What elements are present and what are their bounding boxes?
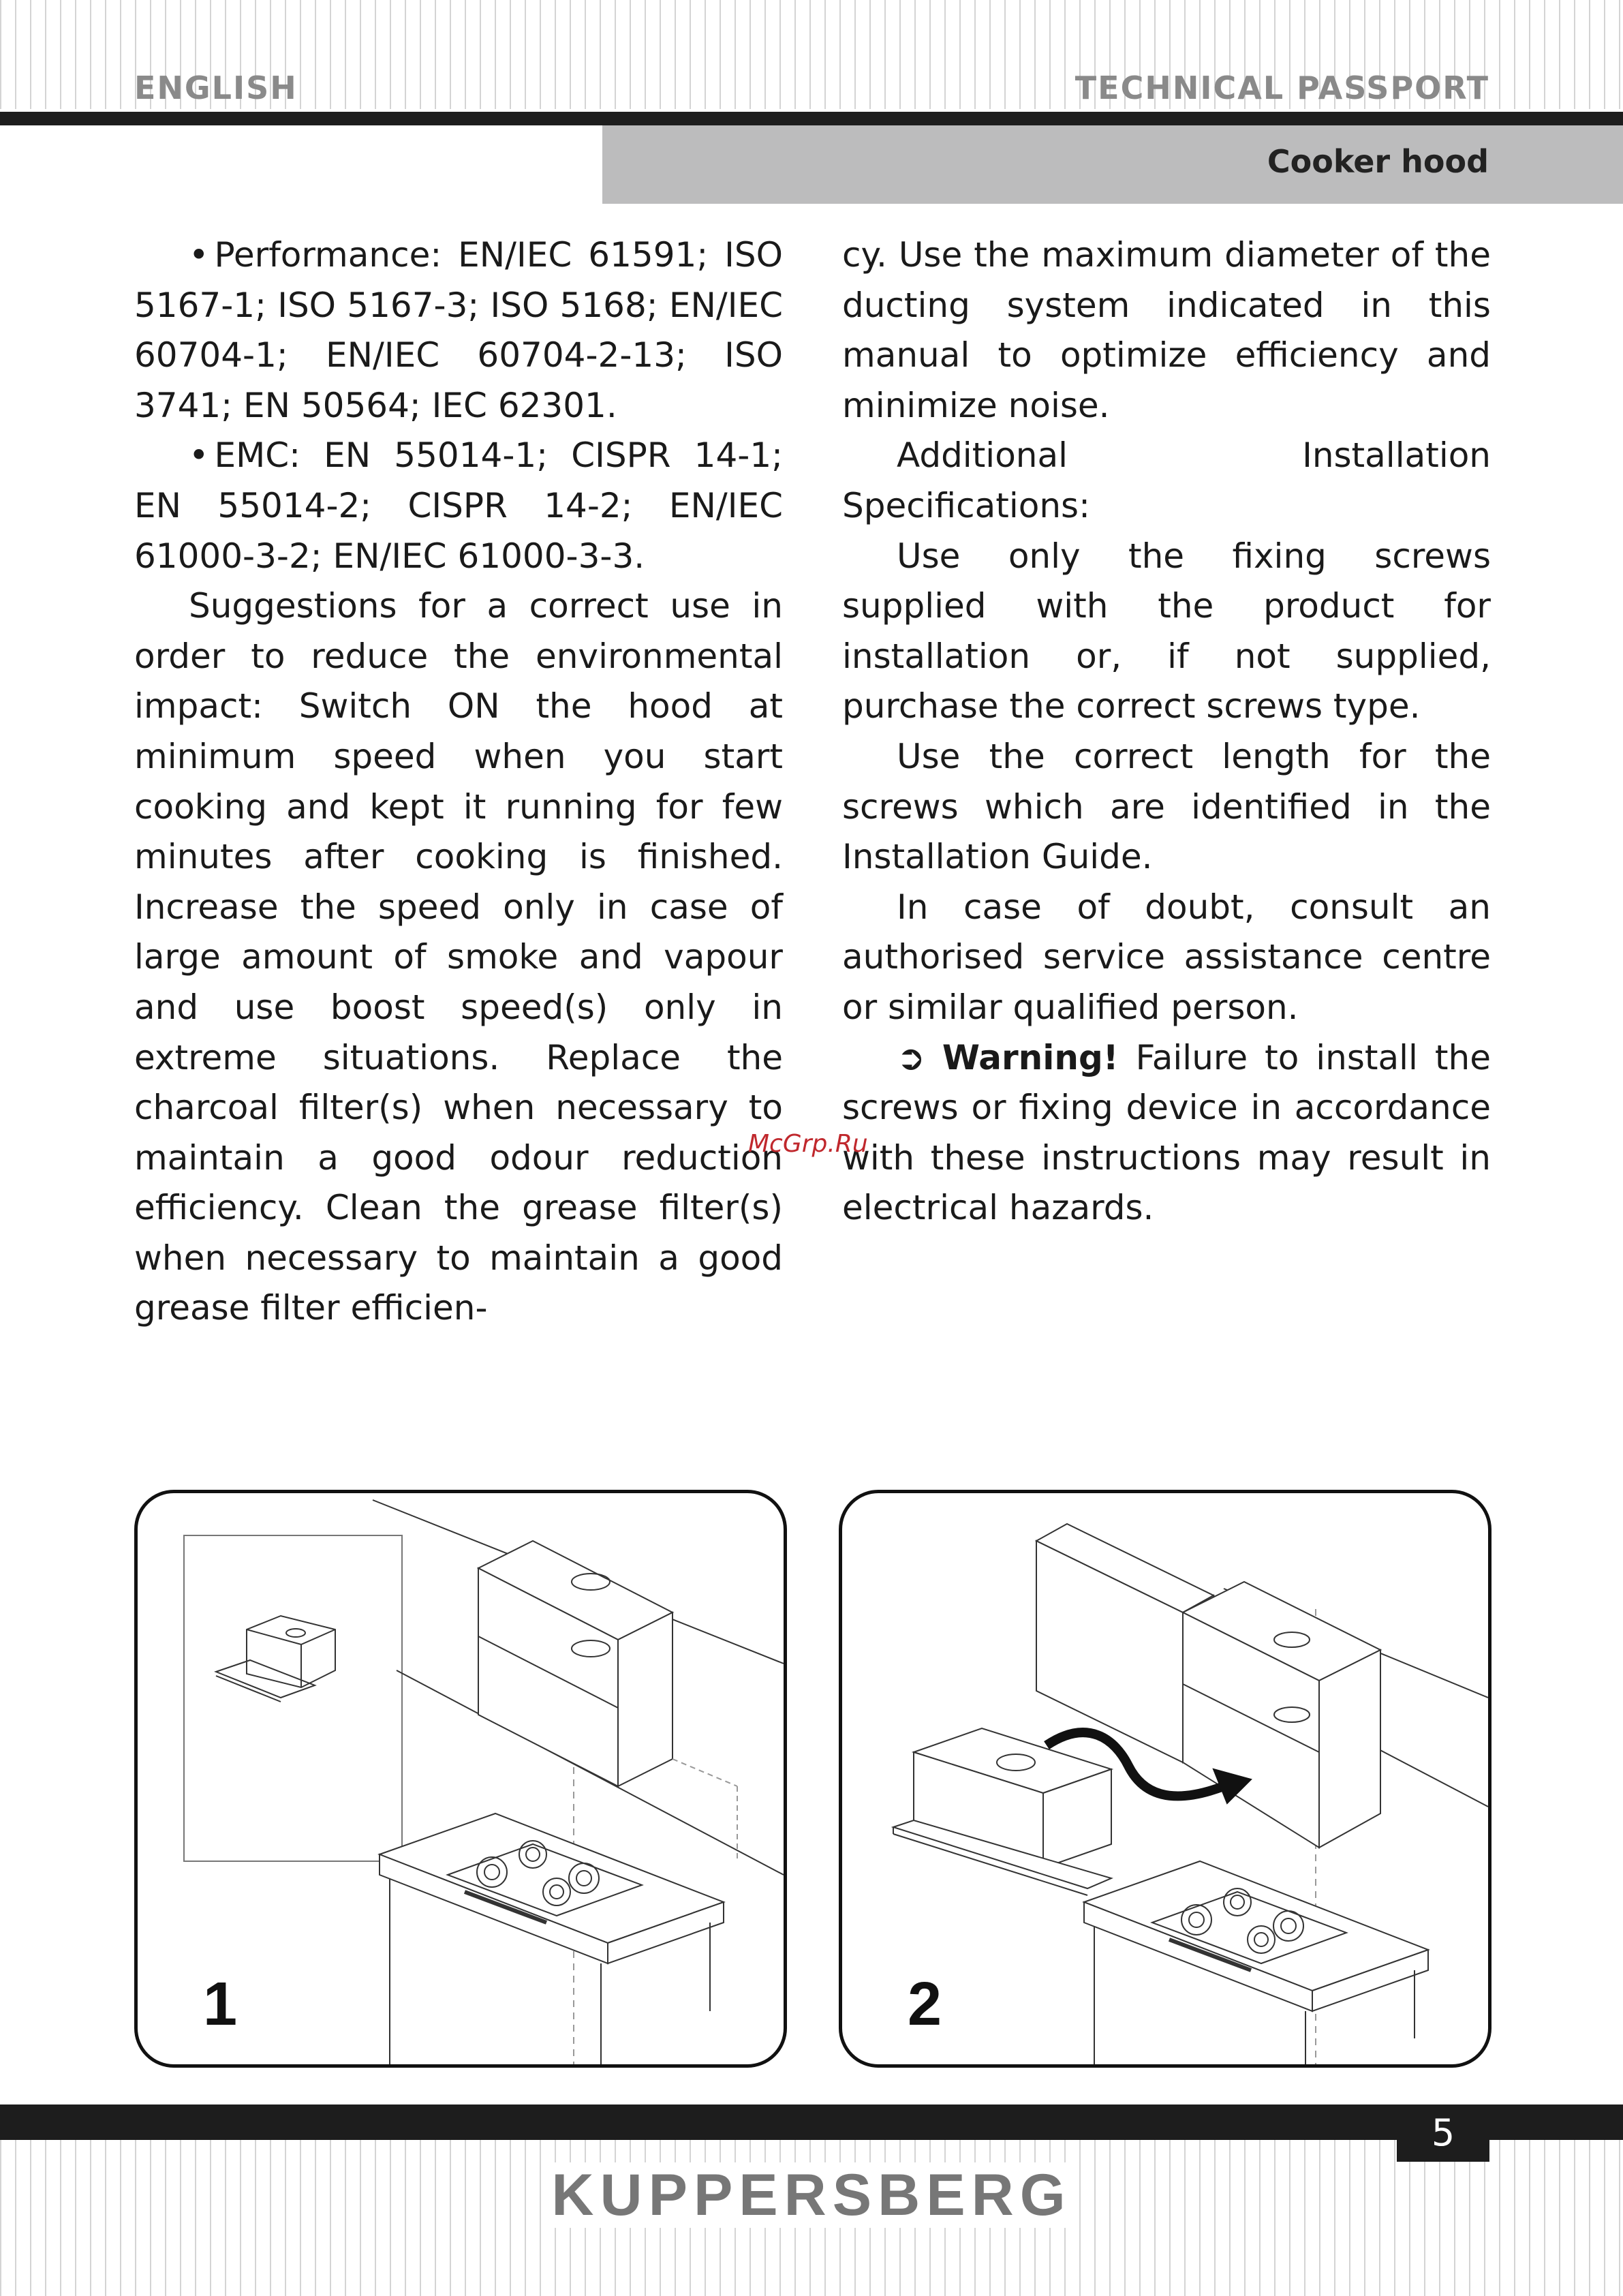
figure-2-illustration xyxy=(842,1493,1488,2064)
additional-specs-heading: Additional Installation Specifications: xyxy=(842,435,1491,525)
brand-logo xyxy=(0,2162,1623,2229)
continuation-paragraph: cy. Use the maximum diameter of the ducting system indicated in this manual to optimize efficiency and minimize noise. xyxy=(842,235,1491,425)
footer-rule xyxy=(0,2104,1623,2140)
warning-text: Failure to install the screws or fixing device in accordance with these instructions may result in electrical hazards. xyxy=(842,1037,1491,1228)
figure-1-number: 1 xyxy=(203,1970,238,2038)
language-label: ENGLISH xyxy=(134,70,298,106)
warning-paragraph xyxy=(842,1033,1491,1234)
figure-1-frame xyxy=(134,1490,787,2068)
brand-name: KUPPERSBERG xyxy=(544,2162,1078,2228)
figure-1-illustration xyxy=(138,1493,784,2064)
emc-text: EMC: EN 55014-1; CISPR 14-1; EN 55014-2; CISPR 14-2; EN/IEC 61000-3-2; EN/IEC 61000-3-3. xyxy=(134,435,783,576)
page-subtitle: Cooker hood xyxy=(1267,143,1489,180)
performance-text: Performance: EN/IEC 61591; ISO 5167-1; ISO 5167-3; ISO 5168; EN/IEC 60704-1; EN/IEC 60704-2-13; ISO 3741; EN 50564; IEC 62301. xyxy=(134,235,783,425)
right-text-column xyxy=(842,230,1491,1234)
figure-2-frame xyxy=(839,1490,1491,2068)
header-rule xyxy=(0,112,1623,125)
arrow-icon: ➲ xyxy=(897,1037,925,1077)
screws-supplied-paragraph: Use only the fixing screws supplied with the product for installation or, if not supplied, purchase the correct screws type. xyxy=(842,536,1491,726)
bullet-icon: • xyxy=(189,435,209,476)
performance-bullet xyxy=(134,230,783,431)
document-type-label: TECHNICAL PASSPORT xyxy=(1075,70,1489,106)
warning-label: Warning! xyxy=(942,1037,1119,1077)
left-text-column xyxy=(134,230,783,1334)
bullet-icon: • xyxy=(189,235,209,275)
watermark: McGrp.Ru xyxy=(748,1130,868,1158)
page-number: 5 xyxy=(1431,2111,1455,2154)
emc-bullet xyxy=(134,431,783,581)
screws-length-paragraph: Use the correct length for the screws which are identified in the Installation Guide. xyxy=(842,736,1491,877)
suggestions-paragraph: Suggestions for a correct use in order to reduce the environmental impact: Switch ON the hood at minimum speed when you start cooking and kept it running for few minutes after cooking is finished. Increase the speed only in case of large amount of smoke and vapour and use boost speed(s) only in extreme situations. Replace the charcoal filter(s) when necessary to maintain a good odour reduction efficiency. Clean the grease filter(s) when necessary to maintain a good grease filter efficien- xyxy=(134,586,783,1328)
doubt-paragraph: In case of doubt, consult an authorised service assistance centre or similar qualified person. xyxy=(842,887,1491,1027)
figure-2-number: 2 xyxy=(908,1970,942,2038)
